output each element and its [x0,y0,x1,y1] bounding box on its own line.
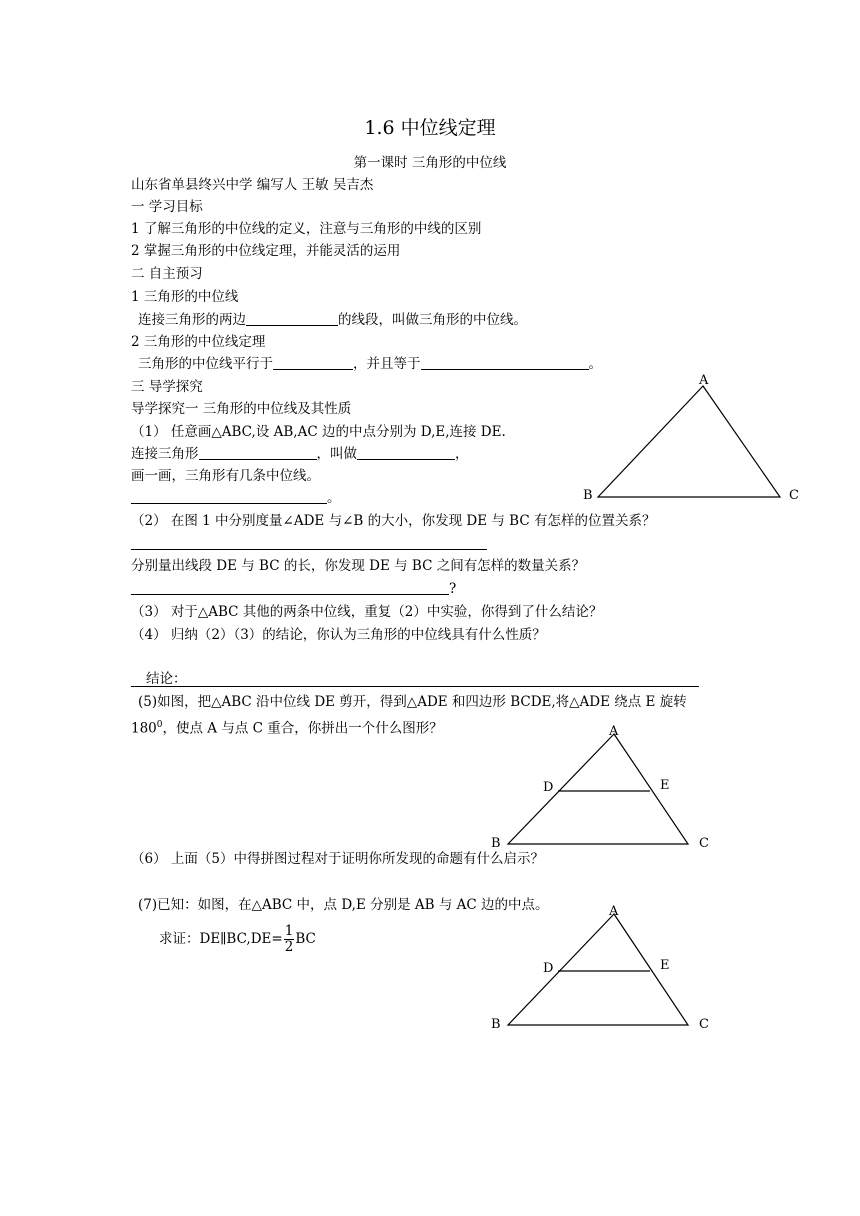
step-1-period: 。 [327,490,341,506]
step-5-text: ，使点 A 与点 C 重合，你拼出一个什么图形？ [162,720,443,737]
section-preview-heading: 二 自主预习 [131,266,203,282]
step-1-answer [131,489,341,507]
step-1: （1） 任意画△ABC,设 AB,AC 边的中点分别为 D,E,连接 DE. [131,424,506,440]
step-1-answer-blank[interactable] [131,489,327,504]
step-1-text-a: 连接三角形 [131,446,199,462]
q1-blank[interactable] [246,311,338,326]
step-1-text-b: ，叫做 [316,446,357,462]
fig3-label-d: D [543,961,554,976]
step-3: （3） 对于△ABC 其他的两条中位线，重复（2）中实验，你得到了什么结论？ [131,604,603,620]
preview-q1-title: 1 三角形的中位线 [131,289,239,305]
fig3-label-c: C [699,1017,709,1032]
step-4: （4） 归纳（2）（3）的结论，你认为三角形的中位线具有什么性质？ [131,627,546,643]
q1-text-a: 连接三角形的两边 [138,312,246,328]
figure-2-triangle-midline [488,722,718,852]
author-line: 山东省单县终兴中学 编写人 王敏 吴吉杰 [131,177,374,193]
figure-1-triangle [580,370,810,505]
goal-item-1: 1 了解三角形的中位线的定义，注意与三角形的中线的区别 [131,221,482,237]
prove-text-b: BC [295,931,316,947]
fig1-label-a: A [699,373,709,388]
preview-q2-line [138,355,602,373]
q2-text-c: 。 [588,356,602,372]
figure-3-triangle-midline [488,902,718,1032]
fig3-label-e: E [660,958,670,973]
lesson-subtitle: 第一课时 三角形的中位线 [353,155,507,171]
step-2: （2） 在图 1 中分别度量∠ADE 与∠B 的大小，你发现 DE 与 BC 有怎样的位置关系？ [131,513,656,529]
step-2-qmark: ? [449,581,457,597]
fig1-label-b: B [583,488,593,503]
fig2-label-b: B [491,836,501,851]
fraction-numerator: 1 [284,923,294,939]
step-5-line-1: (5)如图，把△ABC 沿中位线 DE 剪开，得到△ADE 和四边形 BCDE,将△ADE 绕点 E 旋转 [138,694,687,710]
preview-q1-line [138,311,527,329]
fig2-label-e: E [660,778,670,793]
fraction-denominator: 2 [284,939,294,955]
q2-blank-2[interactable] [421,355,589,370]
fig3-label-a: A [609,904,619,919]
fig2-label-d: D [543,780,554,795]
q2-text-a: 三角形的中位线平行于 [138,356,273,372]
step-2-length: 分别量出线段 DE 与 BC 的长，你发现 DE 与 BC 之间有怎样的数量关系？ [131,558,586,574]
triangle-abc [598,386,780,497]
section-explore-heading: 三 导学探究 [131,379,203,395]
conclusion-label: 结论： [146,671,187,687]
prove-text-a: 求证：DE∥BC,DE= [159,931,283,947]
fraction-one-half [284,924,295,955]
step-2-answer-line[interactable] [131,549,487,550]
page-title: 1.6 中位线定理 [364,117,496,139]
fig2-label-c: C [699,836,709,851]
step-7: (7)已知：如图，在△ABC 中，点 D,E 分别是 AB 与 AC 边的中点。 [138,897,549,913]
step-2-length-answer [131,580,456,598]
fig2-label-a: A [609,724,619,739]
step-1-blank-1[interactable] [199,445,317,460]
section-goals-heading: 一 学习目标 [131,199,203,215]
prove-statement [159,924,316,955]
preview-q2-title: 2 三角形的中位线定理 [131,334,266,350]
fig3-label-b: B [491,1017,501,1032]
step-2-length-blank[interactable] [131,580,449,595]
step-6: （6） 上面（5）中得拼图过程对于证明你所发现的命题有什么启示？ [131,851,544,867]
step-5-degree: 180 [131,720,157,737]
fig1-label-c: C [789,488,799,503]
step-5-degree-sup: 0 [156,720,163,730]
explore-1-title: 导学探究一 三角形的中位线及其性质 [131,401,352,417]
goal-item-2: 2 掌握三角形的中位线定理，并能灵活的运用 [131,243,401,259]
step-1-draw: 画一画，三角形有几条中位线。 [131,468,320,484]
q1-text-b: 的线段，叫做三角形的中位线。 [338,312,527,328]
conclusion-line[interactable] [131,686,699,687]
step-1-fill [131,445,469,463]
step-5-line-2 [131,716,443,738]
step-1-text-c: ， [455,446,469,462]
q2-text-b: ，并且等于 [353,356,421,372]
q2-blank-1[interactable] [273,355,353,370]
step-1-blank-2[interactable] [357,445,455,460]
